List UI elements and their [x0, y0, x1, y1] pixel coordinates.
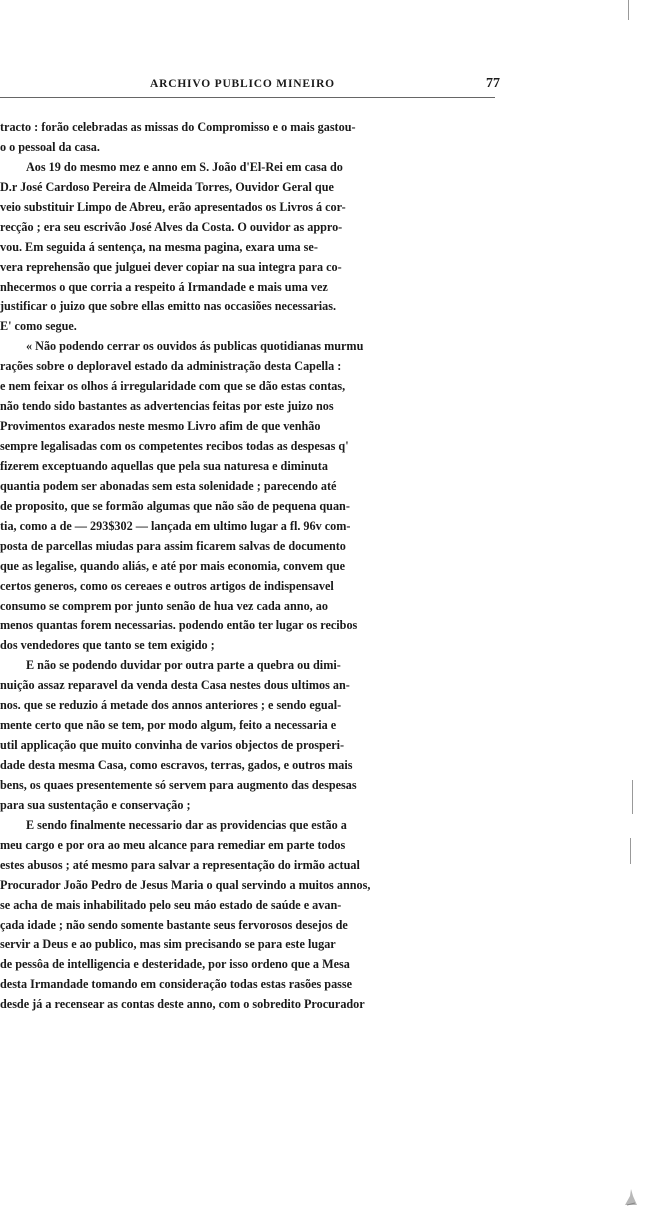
text-line: estes abusos ; até mesmo para salvar a representação do irmão actual	[0, 857, 360, 872]
text-line: vou. Em seguida á sentença, na mesma pagina, exara uma se-	[0, 239, 318, 254]
text-line: Aos 19 do mesmo mez e anno em S. João d'El-Rei em casa do	[26, 159, 343, 174]
text-line: certos generos, como os cereaes e outros artigos de indispensavel	[0, 578, 334, 593]
text-line: nuição assaz reparavel da venda desta Casa nestes dous ultimos an-	[0, 678, 350, 693]
text-line: tia, como a de — 293$302 — lançada em ultimo lugar a fl. 96v com-	[0, 518, 351, 533]
text-line: justificar o juizo que sobre ellas emitto nas occasiões necessarias.	[0, 299, 337, 314]
text-line: e nem feixar os olhos á irregularidade com que se dão estas contas,	[0, 379, 346, 394]
text-line: rações sobre o deploravel estado da administração desta Capella :	[0, 359, 342, 374]
text-line: D.r José Cardoso Pereira de Almeida Torres, Ouvidor Geral que	[0, 179, 334, 194]
body-text	[0, 118, 506, 1015]
page-edge-mark	[628, 0, 629, 20]
text-line: util applicação que muito convinha de varios objectos de prosperi-	[0, 738, 345, 753]
text-line: menos quantas forem necessarias. podendo então ter lugar os recibos	[0, 618, 358, 633]
text-line: çada idade ; não sendo somente bastante seus fervorosos desejos de	[0, 917, 348, 932]
text-line: « Não podendo cerrar os ouvidos ás publicas quotidianas murmu	[26, 339, 364, 354]
text-line: vera reprehensão que julguei dever copiar na sua integra para co-	[0, 259, 342, 274]
text-line: recção ; era seu escrivão José Alves da Costa. O ouvidor as appro-	[0, 219, 343, 234]
text-line: consumo se comprem por junto senão de hua vez cada anno, ao	[0, 598, 328, 613]
text-line: que as legalise, quando aliás, e até por mais economia, convem que	[0, 558, 346, 573]
text-line: veio substituir Limpo de Abreu, erão apresentados os Livros á cor-	[0, 199, 346, 214]
text-line: tracto : forão celebradas as missas do Compromisso e o mais gastou-	[0, 120, 356, 134]
text-line: meu cargo e por ora ao meu alcance para remediar em parte todos	[0, 837, 346, 852]
header-rule	[0, 97, 495, 98]
page-number: 77	[486, 76, 500, 91]
running-header	[0, 78, 646, 98]
text-line: quantia podem ser abonadas sem esta solenidade ; parecendo até	[0, 478, 337, 493]
text-line: dade desta mesma Casa, como escravos, terras, gados, e outros mais	[0, 758, 353, 772]
text-line: bens, os quaes presentemente só servem para augmento das despesas	[0, 777, 357, 792]
text-line: se acha de mais inhabilitado pelo seu máo estado de saúde e avan-	[0, 897, 342, 912]
text-line: dos vendedores que tanto se tem exigido ;	[0, 638, 215, 653]
text-line: nos. que se reduzio á metade dos annos anteriores ; e sendo egual-	[0, 698, 342, 713]
text-line: não tendo sido bastantes as advertencias feitas por este juizo nos	[0, 399, 334, 414]
text-line: o o pessoal da casa.	[0, 139, 100, 154]
text-line: nhecermos o que corria a respeito á Irmandade e mais uma vez	[0, 279, 328, 294]
text-line: para sua sustentação e conservação ;	[0, 797, 191, 812]
text-line: mente certo que não se tem, por modo algum, feito a necessaria e	[0, 718, 337, 733]
text-line: Procurador João Pedro de Jesus Maria o qual servindo a muitos annos,	[0, 877, 371, 892]
text-line: servir a Deus e ao publico, mas sim precisando se para este lugar	[0, 937, 336, 952]
text-line: E não se podendo duvidar por outra parte a quebra ou dimi-	[26, 658, 341, 673]
text-line: posta de parcellas miudas para assim ficarem salvas de documento	[0, 538, 346, 553]
text-line: E' como segue.	[0, 319, 77, 334]
page-edge-mark	[630, 838, 631, 864]
text-line: E sendo finalmente necessario dar as providencias que estão a	[26, 817, 347, 832]
text-line: de proposito, que se formão algumas que não são de pequena quan-	[0, 498, 350, 513]
text-line: de pessôa de intelligencia e desteridade, por isso ordeno que a Mesa	[0, 957, 350, 972]
page-edge-mark	[632, 780, 633, 814]
text-line: desde já a recensear as contas deste anno, com o sobredito Procurador	[0, 997, 365, 1012]
text-line: Provimentos exarados neste mesmo Livro afim de que venhão	[0, 419, 321, 434]
text-line: fizerem exceptuando aquellas que pela sua naturesa e diminuta	[0, 458, 328, 473]
running-title: ARCHIVO PUBLICO MINEIRO	[150, 78, 335, 90]
page-curl-mark	[624, 1188, 638, 1206]
text-line: desta Irmandade tomando em consideração todas estas rasões passe	[0, 977, 353, 992]
text-line: sempre legalisadas com os competentes recibos todas as despesas q'	[0, 439, 349, 453]
